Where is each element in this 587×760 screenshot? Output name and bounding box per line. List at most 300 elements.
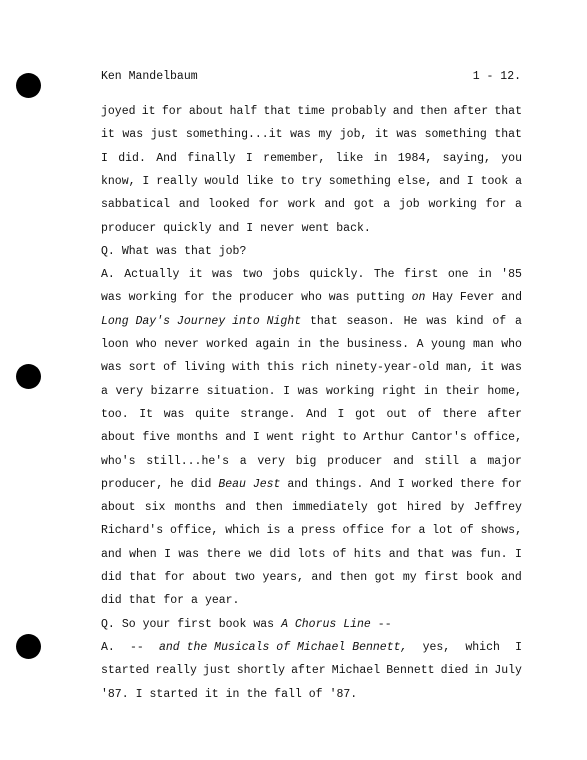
word: for [183,291,205,305]
word: Q. [101,617,115,631]
word: else, [397,174,433,188]
word: just [150,128,179,142]
word: a [287,524,295,538]
word: I [142,174,150,188]
word: job? [218,244,247,258]
word: office, [170,524,219,538]
word: about [101,501,136,515]
word: A [416,338,424,351]
word: So [121,617,136,631]
word: bizarre [150,384,199,398]
word: that [416,547,445,561]
word: the [318,338,340,351]
word: was [297,384,319,398]
word: who [301,291,322,305]
word: when [129,547,157,561]
word: it [480,361,495,375]
word: on [411,291,426,305]
word: lot [432,524,453,538]
word: Richard's [101,524,164,538]
word: got [377,501,398,515]
binder-hole-middle [16,364,41,389]
word: press [301,524,336,538]
text-line [101,220,522,238]
word: Cantor's [411,431,467,445]
word: loon [101,338,129,351]
word: Arthur [363,431,405,445]
word: ninety-year-old [335,361,440,375]
word: in [225,687,240,701]
word: never [164,338,199,351]
text-line [101,546,522,564]
text-line [101,243,522,261]
word: and [287,477,309,491]
word: too. [101,407,129,421]
header-name: Ken Mandelbaum [101,70,198,83]
word: and [324,198,346,212]
word: back. [336,221,371,235]
word: and [393,454,414,468]
word: strange. [240,407,296,421]
word: of [459,524,474,538]
word: went [266,431,295,445]
word: for [163,594,185,608]
word: your [142,617,171,631]
word: and [101,547,122,561]
word: producer, [101,477,164,491]
word: about [188,105,224,118]
word: that [310,314,338,328]
word: and [218,221,240,235]
word: went [301,221,330,235]
word: we [248,547,263,561]
word: of [492,314,507,328]
word: -- [129,640,144,654]
word: of [332,547,347,561]
word: probably [331,105,387,118]
word: A Chorus Line [281,617,371,631]
word: book [466,571,494,584]
word: '85 [501,268,522,282]
word: was [426,314,448,328]
word: remember, [263,151,326,165]
word: looked [208,198,250,212]
word: that [184,244,212,258]
word: sort [128,361,157,375]
word: The [373,268,395,282]
word: a [383,198,391,212]
word: did [101,571,122,584]
word: was [156,244,178,258]
word: producer [239,291,295,305]
word: it [101,128,115,142]
word: joyed [101,105,136,118]
word: He [403,314,418,328]
word: I [514,547,522,561]
word: season. [346,314,395,328]
word: very [257,454,286,468]
text-line [101,336,522,354]
word: Jeffrey [473,501,522,515]
word: lots [297,547,326,561]
word: was [101,361,122,375]
word: would [204,174,240,188]
word: really [156,174,198,188]
word: who's [101,454,136,468]
word: was [178,547,200,561]
word: know, [101,174,136,188]
word: was [253,617,275,631]
word: for [485,198,507,212]
word: I [337,407,345,421]
text-line [101,453,522,471]
word: in [477,268,492,282]
word: that [128,594,157,608]
word: '87. [329,687,358,701]
word: then [419,105,448,118]
word: I [246,221,254,235]
word: quite [195,407,230,421]
word: in [423,384,438,398]
word: he [170,477,184,491]
word: two [234,571,256,584]
text-line [101,383,522,401]
word: And [370,477,391,491]
word: then [339,571,368,584]
word: half [229,105,258,118]
word: after [453,105,489,118]
word: immediately [291,501,368,515]
word: worked [411,477,453,491]
word: a [418,524,426,538]
word: working [128,291,177,305]
word: work [287,198,316,212]
word: very [115,384,144,398]
word: hits [353,547,382,561]
word: was [212,268,233,282]
word: it [374,128,389,142]
word: started [101,664,150,678]
word: and [501,291,522,305]
word: for [161,105,183,118]
text-line [101,150,522,168]
word: book [218,617,247,631]
word: sabbatical [101,198,171,212]
word: and [439,174,460,188]
word: I [397,477,405,491]
word: you [501,151,522,165]
word: major [487,454,522,468]
word: year. [204,594,240,608]
word: Actually [124,268,180,282]
word: of [417,407,432,421]
word: man, [446,361,474,375]
word: July [494,664,522,678]
text-line [101,266,522,284]
word: after [291,664,326,678]
word: in [297,338,312,351]
word: by [450,501,465,515]
text-line [101,499,522,517]
word: finally [187,151,236,165]
word: and [501,571,522,584]
word: situation. [206,384,276,398]
text-line [101,686,522,704]
text-line [101,616,522,634]
word: first [424,571,459,584]
word: got [355,407,376,421]
word: I [252,431,260,445]
word: a [515,198,522,212]
word: working [325,384,375,398]
word: that [494,128,522,142]
word: producer [327,454,383,468]
word: my [402,571,417,584]
word: for [258,198,280,212]
word: and [178,198,200,212]
word: office [342,524,384,538]
word: Q. [101,244,115,258]
word: putting [356,291,405,305]
word: did. [118,151,146,165]
word: just [202,664,231,678]
word: it [204,687,219,701]
word: and [388,547,410,561]
word: is [266,524,281,538]
word: 1984, [397,151,433,165]
word: a [239,454,247,468]
binder-hole-top [16,73,41,98]
word: my [318,128,333,142]
word: six [144,501,166,515]
word: And [306,407,327,421]
word: there [206,547,241,561]
word: working [428,198,477,212]
word: the [246,687,268,701]
word: I [245,151,253,165]
word: five [142,431,171,445]
word: and [225,501,246,515]
word: I [515,640,522,654]
word: It [139,407,154,421]
word: right [381,384,417,398]
text-line [101,522,522,540]
word: there [459,477,495,491]
word: like [335,151,364,165]
word: who [136,338,157,351]
page-header [101,70,521,88]
word: shows, [480,524,522,538]
word: fun. [479,547,508,561]
word: for [390,524,412,538]
word: never [260,221,295,235]
word: that [494,105,522,118]
word: got [374,571,396,584]
word: Bennett [386,664,435,678]
word: quickly. [309,268,365,282]
text-line [101,289,522,307]
word: still [424,454,460,468]
word: Beau Jest [218,477,281,491]
word: saying, [442,151,491,165]
word: was [290,128,311,142]
word: was [501,361,522,375]
word: about [192,571,227,584]
word: to [342,431,357,445]
word: which [465,640,500,654]
word: was [122,128,144,142]
word: that [129,571,157,584]
word: yes, [422,640,451,654]
word: two [242,268,263,282]
word: And [156,151,177,165]
word: there [442,407,477,421]
word: kind [455,314,484,328]
binder-hole-bottom [16,634,41,659]
word: years, [262,571,304,584]
word: a [515,314,522,328]
word: try [301,174,322,188]
word: shortly [236,664,286,678]
word: business. [346,338,410,351]
text-line [101,173,522,191]
word: for [164,571,185,584]
word: something [328,174,391,188]
word: things. [314,477,364,491]
word: which [225,524,260,538]
word: rich [301,361,329,375]
word: that [263,105,292,118]
word: months [176,431,219,445]
word: hired [406,501,442,515]
word: Hay Fever [432,291,495,305]
word: and [392,105,414,118]
word: I [135,687,143,701]
word: right [301,431,336,445]
word: out [386,407,408,421]
word: I [164,547,171,561]
word: was [396,128,418,142]
word: time [297,105,325,118]
word: quickly [163,221,212,235]
word: of [308,687,323,701]
text-line [101,103,522,121]
text-line [101,639,522,657]
word: then [255,501,283,515]
word: office, [473,431,522,445]
word: I [466,174,474,188]
word: Michael [331,664,381,678]
word: a [101,384,108,398]
word: after [487,407,522,421]
word: I [283,384,291,398]
word: did [190,477,212,491]
text-line [101,406,522,424]
word: to [280,174,295,188]
word: of [163,361,177,375]
word: '87. [101,687,129,701]
word: first [177,617,212,631]
word: worked [206,338,248,351]
word: one [447,268,469,282]
word: job [398,198,420,212]
text-line [101,569,522,587]
text-line [101,429,522,447]
word: and the Musicals of Michael Bennett, [158,640,408,654]
word: with [232,361,260,375]
word: and [311,571,333,584]
word: something [424,128,487,142]
word: died [440,664,469,678]
word: A. [101,268,115,282]
word: did [101,594,122,608]
word: still...he's [146,454,230,468]
word: months [174,501,217,515]
word: who [501,338,522,351]
page-number: 1 - 12. [472,70,521,83]
word: fall [274,687,302,701]
word: did [269,547,291,561]
text-line [101,126,522,144]
word: something...it [185,128,283,142]
text-line [101,196,522,214]
word: for [501,477,522,491]
word: it [141,105,156,118]
word: home, [487,384,522,398]
word: young [430,338,466,351]
text-line [101,592,522,610]
word: was [163,407,185,421]
text-line [101,313,522,331]
word: got [353,198,375,212]
word: -- [377,617,392,631]
word: took [480,174,509,188]
word: producer [101,221,157,235]
word: it [188,268,203,282]
word: started [149,687,198,701]
word: living [183,361,226,375]
word: about [101,431,136,445]
text-line [101,359,522,377]
word: jobs [272,268,300,282]
text-line [101,662,522,680]
word: like [245,174,274,188]
word: was [451,547,473,561]
word: first [403,268,439,282]
word: A. [101,640,115,654]
word: in [373,151,388,165]
word: again [255,338,290,351]
word: really [155,664,197,678]
word: big [295,454,317,468]
word: I [101,151,108,165]
word: What [121,244,150,258]
text-line [101,476,522,494]
word: man [473,338,494,351]
word: was [101,291,122,305]
word: was [328,291,350,305]
word: and [225,431,246,445]
word: a [469,454,477,468]
word: a [191,594,198,608]
word: a [515,174,522,188]
word: their [445,384,480,398]
word: this [266,361,295,375]
word: the [211,291,233,305]
word: job, [339,128,368,142]
word: Long Day's Journey into Night [101,314,302,328]
word: in [474,664,489,678]
